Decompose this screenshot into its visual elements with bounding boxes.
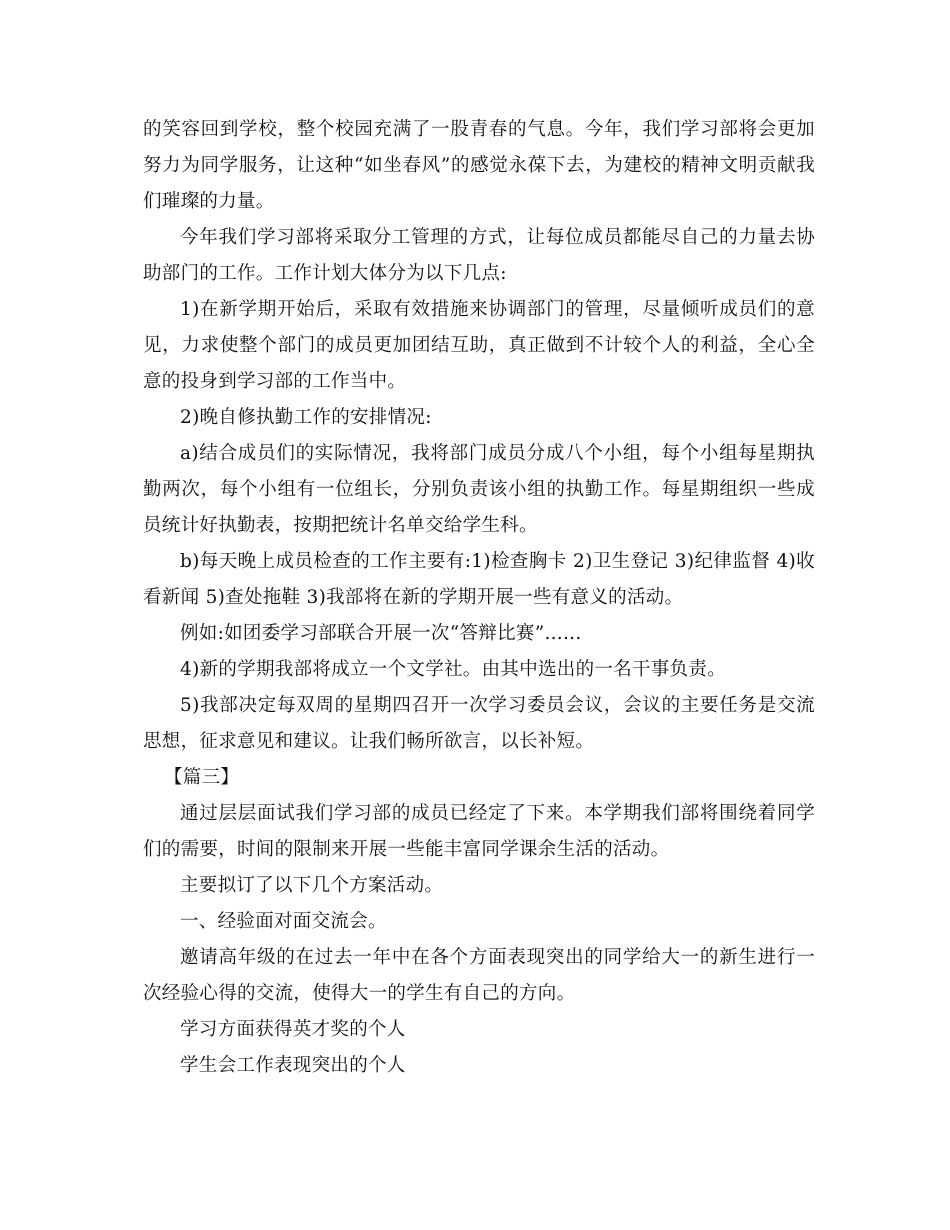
paragraph: 2)晚自修执勤工作的安排情况: (180, 407, 432, 428)
paragraph: 通过层层面试我们学习部的成员已经定了下来。本学期我们部将围绕着同学们的需要，时间的限制来开展一些能丰富同学课余生活的活动。 (143, 803, 815, 860)
paragraph: 学习方面获得英才奖的个人 (180, 1019, 406, 1040)
paragraph: 4)新的学期我部将成立一个文学社。由其中选出的一名干事负责。 (180, 659, 726, 680)
paragraph: 的笑容回到学校，整个校园充满了一股青春的气息。今年，我们学习部将会更加努力为同学服务，让这种“如坐春风”的感觉永葆下去，为建校的精神文明贡献我们璀璨的力量。 (143, 119, 815, 212)
paragraph: 一、经验面对面交流会。 (180, 911, 387, 932)
document-body (143, 112, 815, 1084)
paragraph: 主要拟订了以下几个方案活动。 (180, 875, 444, 896)
paragraph: 1)在新学期开始后，采取有效措施来协调部门的管理，尽量倾听成员们的意见，力求使整个部门的成员更加团结互助，真正做到不计较个人的利益，全心全意的投身到学习部的工作当中。 (143, 299, 815, 392)
paragraph: 5)我部决定每双周的星期四召开一次学习委员会议，会议的主要任务是交流思想，征求意见和建议。让我们畅所欲言，以长补短。 (143, 695, 815, 752)
paragraph: 例如:如团委学习部联合开展一次“答辩比赛”...... (180, 623, 582, 644)
paragraph: 今年我们学习部将采取分工管理的方式，让每位成员都能尽自己的力量去协助部门的工作。工作计划大体分为以下几点: (143, 227, 815, 284)
section-heading: 【篇三】 (164, 767, 240, 788)
paragraph: 学生会工作表现突出的个人 (180, 1055, 406, 1076)
paragraph: a)结合成员们的实际情况，我将部门成员分成八个小组，每个小组每星期执勤两次，每个小组有一位组长，分别负责该小组的执勤工作。每星期组织一些成员统计好执勤表，按期把统计名单交给学生科。 (143, 443, 815, 536)
paragraph: 邀请高年级的在过去一年中在各个方面表现突出的同学给大一的新生进行一次经验心得的交流，使得大一的学生有自己的方向。 (143, 947, 815, 1004)
paragraph: b)每天晚上成员检查的工作主要有:1)检查胸卡 2)卫生登记 3)纪律监督 4)收看新闻 5)查处拖鞋 3)我部将在新的学期开展一些有意义的活动。 (143, 551, 815, 608)
